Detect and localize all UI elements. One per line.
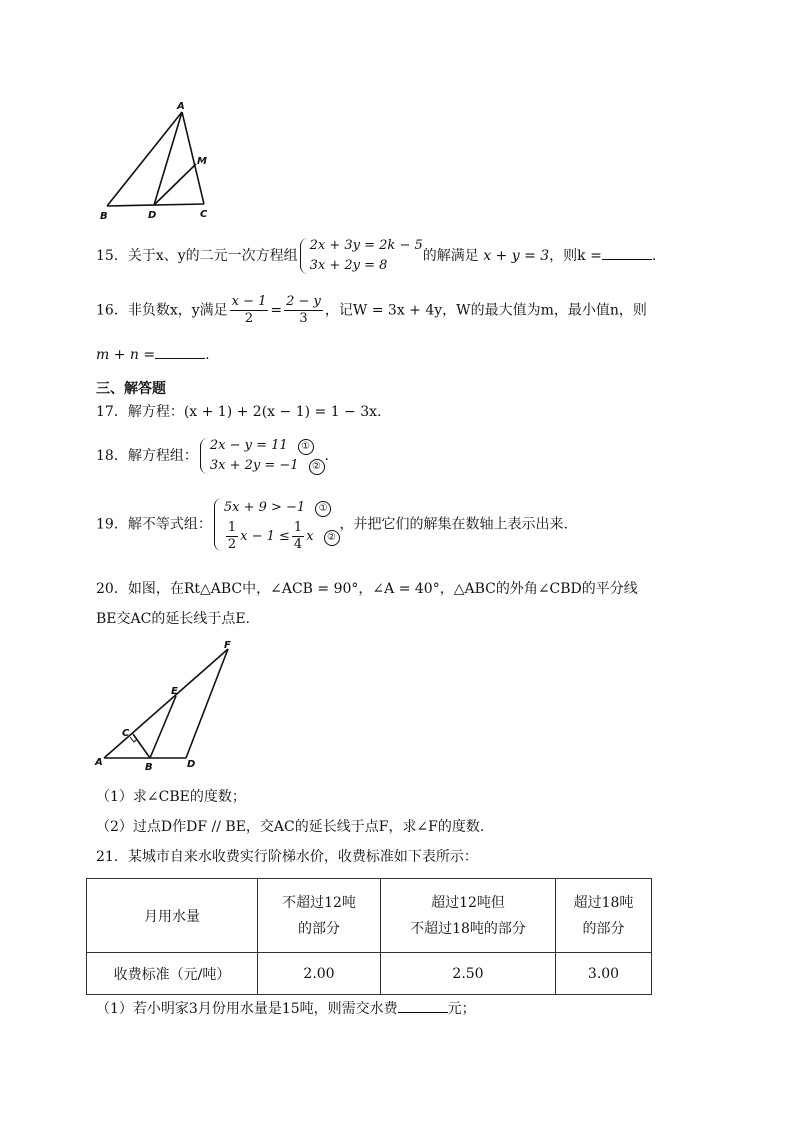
header-cell-usage: 月用水量 <box>87 879 258 953</box>
label-b: B <box>145 762 153 773</box>
table-row <box>87 953 652 995</box>
question-21: 21．某城市自来水收费实行阶梯水价，收费标准如下表所示： <box>96 849 478 865</box>
equation-system-18: 2x − y = 11 ① 3x + 2y = −1 ② <box>198 436 325 476</box>
segment-af <box>104 649 228 758</box>
value-cell: 3.00 <box>556 953 652 995</box>
triangle-figure-1 <box>96 98 226 223</box>
question-16-line2: m + n = . <box>96 344 210 363</box>
label-b: B <box>100 211 108 222</box>
triangle-figure-2 <box>94 638 244 773</box>
question-20-line1: 20．如图，在Rt△ABC中，∠ACB = 90°，∠A = 40°，△ABC的外角∠CBD的平分线 <box>96 581 638 597</box>
question-20-line2: BE交AC的延长线于点E. <box>96 611 250 627</box>
segment-cb <box>133 734 150 758</box>
section-heading: 三、解答题 <box>96 381 166 397</box>
answer-blank-21-1[interactable] <box>398 998 448 1013</box>
label-a: A <box>95 757 103 768</box>
water-fee-table <box>86 878 652 995</box>
question-20-sub1: （1）求∠CBE的度数； <box>96 789 246 805</box>
header-cell-tier1: 不超过12吨 的部分 <box>258 879 381 953</box>
label-c: C <box>122 728 130 739</box>
label-f: F <box>224 640 231 651</box>
label-d: D <box>187 759 196 770</box>
question-17: 17．解方程：(x + 1) + 2(x − 1) = 1 − 3x. <box>96 404 382 420</box>
equation-system-15: 2x + 3y = 2k − 5 3x + 2y = 8 <box>298 236 423 276</box>
table-header-row <box>87 879 652 953</box>
question-21-sub1: （1）若小明家3月份用水量是15吨，则需交水费 元； <box>96 998 476 1018</box>
question-20-sub2: （2）过点D作DF // BE，交AC的延长线于点F，求∠F的度数. <box>96 819 485 835</box>
label-m: M <box>197 156 207 167</box>
answer-blank-15[interactable] <box>602 245 652 260</box>
value-cell: 2.50 <box>381 953 556 995</box>
fraction-16b: $\frac{2 - y}{3}$ <box>286 294 321 326</box>
inequality-system-19: 5x + 9 > −1 ① $\frac{1}{2}$ x − 1 ≤ $\frac{1}{4}$ x ② <box>212 496 340 553</box>
segment-ab <box>107 112 182 206</box>
label-a: A <box>177 101 185 112</box>
answer-blank-16[interactable] <box>155 344 205 359</box>
question-16: 16．非负数x，y满足 $\frac{x - 1}{2}$ = $\frac{2 - y}{3}$ ，记W = 3x + 4y，W的最大值为m，最小值n，则 <box>96 294 647 326</box>
segment-df <box>186 649 228 758</box>
header-cell-tier3: 超过18吨 的部分 <box>556 879 652 953</box>
label-e: E <box>171 686 178 697</box>
label-d: D <box>148 210 157 221</box>
question-18: 18．解方程组： 2x − y = 11 ① 3x + 2y = −1 ② . <box>96 436 329 476</box>
question-19: 19．解不等式组： 5x + 9 > −1 ① $\frac{1}{2}$ x − 1 ≤ $\frac{1}{4}$ x ② ，并把它们的解集在数轴上表示出来. <box>96 496 568 553</box>
fraction-16a: $\frac{x - 1}{2}$ <box>231 294 267 326</box>
value-cell: 2.00 <box>258 953 381 995</box>
header-cell-tier2: 超过12吨但 不超过18吨的部分 <box>381 879 556 953</box>
label-c: C <box>200 209 208 220</box>
row-label-cell: 收费标准（元/吨） <box>87 953 258 995</box>
question-15: 15．关于x、y的二元一次方程组 2x + 3y = 2k − 5 3x + 2y = 8 的解满足 x + y = 3，则k = . <box>96 236 656 276</box>
